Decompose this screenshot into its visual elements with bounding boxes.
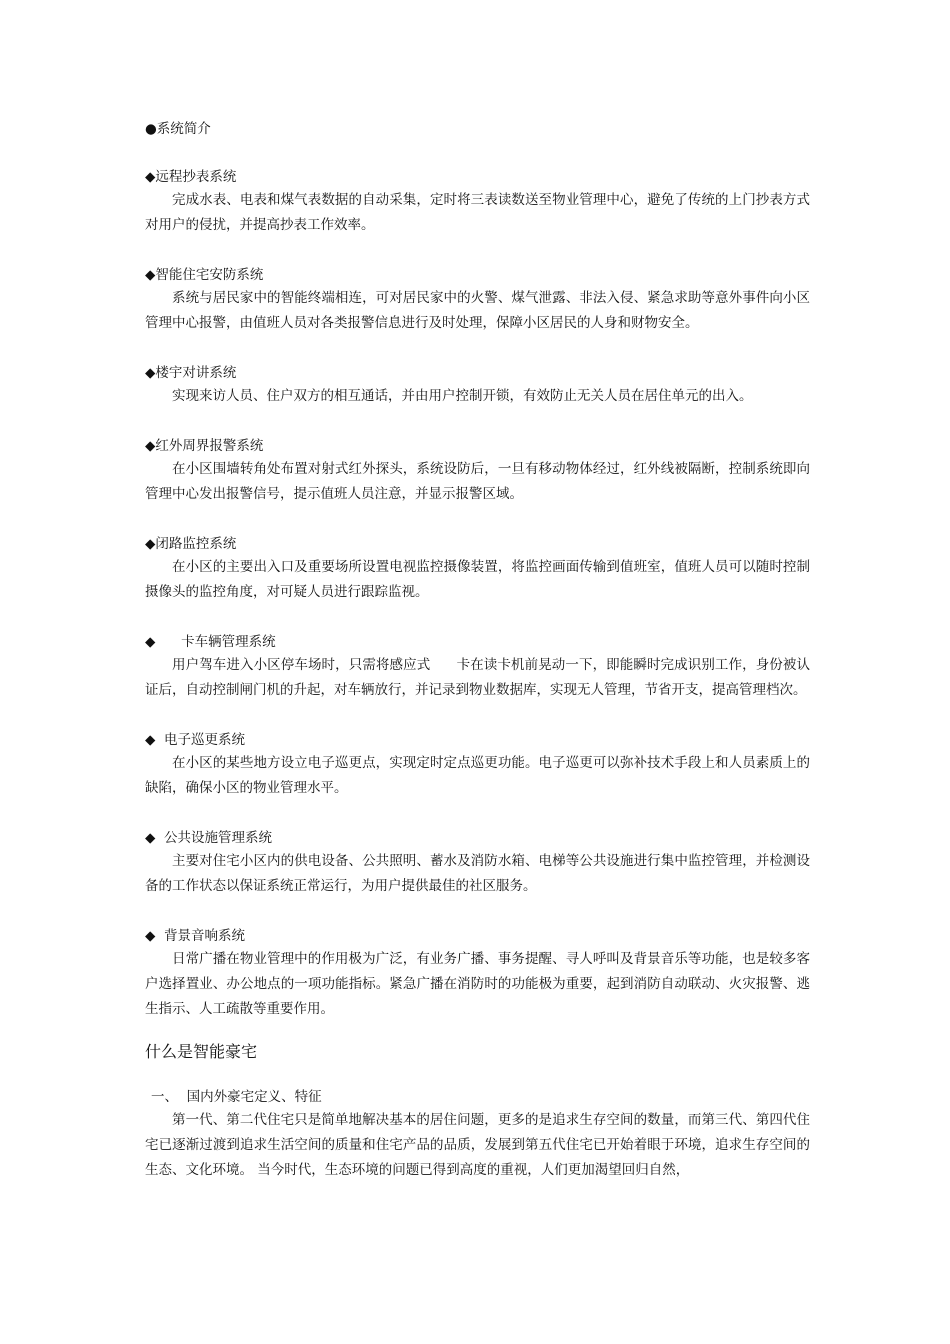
section-public-facilities xyxy=(145,827,810,899)
section-background-audio xyxy=(145,925,810,1022)
section-title: ◆红外周界报警系统 xyxy=(145,438,264,454)
section-title: ◆智能住宅安防系统 xyxy=(145,267,264,283)
section-body: 用户驾车进入小区停车场时，只需将感应式 卡在读卡机前晃动一下，即能瞬时完成识别工作，身份被认证后，自动控制闸门机的升起，对车辆放行，并记录到物业数据库，实现无人管理，节省开支，提高管理档次。 xyxy=(145,657,810,698)
system-intro-heading: ●系统简介 xyxy=(145,121,211,137)
section-title: ◆ 电子巡更系统 xyxy=(145,732,245,748)
section-cctv xyxy=(145,533,810,605)
section-title: ◆闭路监控系统 xyxy=(145,536,237,552)
section-title: ◆ 公共设施管理系统 xyxy=(145,830,272,846)
section-remote-meter-reading xyxy=(145,166,810,238)
section-title: ◆楼宇对讲系统 xyxy=(145,365,237,381)
document-page xyxy=(145,118,810,1209)
section-infrared-perimeter xyxy=(145,435,810,507)
section-body: 日常广播在物业管理中的作用极为广泛，有业务广播、事务提醒、寻人呼叫及背景音乐等功能，也是较多客户选择置业、办公地点的一项功能指标。紧急广播在消防时的功能极为重要，起到消防自动联动、火灾报警、逃生指示、人工疏散等重要作用。 xyxy=(145,951,810,1017)
section-home-security xyxy=(145,264,810,336)
section-body: 主要对住宅小区内的供电设备、公共照明、蓄水及消防水箱、电梯等公共设施进行集中监控管理，并检测设备的工作状态以保证系统正常运行，为用户提供最佳的社区服务。 xyxy=(145,853,810,894)
subsection-body: 第一代、第二代住宅只是简单地解决基本的居住问题，更多的是追求生存空间的数量，而第三代、第四代住宅已逐渐过渡到追求生活空间的质量和住宅产品的品质，发展到第五代住宅已开始着眼于环境，追求生存空间的生态、文化环境。 当今时代，生态环境的问题已得到高度的重视，人们更加渴望回归自然， xyxy=(145,1112,810,1178)
chapter-title: 什么是智能豪宅 xyxy=(145,1042,258,1061)
section-title: ◆ 卡车辆管理系统 xyxy=(145,634,276,650)
section-body: 在小区的主要出入口及重要场所设置电视监控摄像装置，将监控画面传输到值班室，值班人员可以随时控制摄像头的监控角度，对可疑人员进行跟踪监视。 xyxy=(145,559,810,600)
section-title: ◆ 背景音响系统 xyxy=(145,928,245,944)
section-body: 完成水表、电表和煤气表数据的自动采集，定时将三表读数送至物业管理中心，避免了传统的上门抄表方式对用户的侵扰，并提高抄表工作效率。 xyxy=(145,192,810,233)
section-intercom xyxy=(145,362,810,409)
section-body: 在小区的某些地方设立电子巡更点，实现定时定点巡更功能。电子巡更可以弥补技术手段上和人员素质上的缺陷，确保小区的物业管理水平。 xyxy=(145,755,810,796)
section-body: 在小区围墙转角处布置对射式红外探头，系统设防后，一旦有移动物体经过，红外线被隔断，控制系统即向管理中心发出报警信号，提示值班人员注意，并显示报警区域。 xyxy=(145,461,810,502)
section-vehicle-card xyxy=(145,631,810,703)
subsection-title: 一、 国内外豪宅定义、特征 xyxy=(151,1089,322,1105)
section-body: 系统与居民家中的智能终端相连，可对居民家中的火警、煤气泄露、非法入侵、紧急求助等意外事件向小区管理中心报警，由值班人员对各类报警信息进行及时处理，保障小区居民的人身和财物安全。 xyxy=(145,290,810,331)
section-patrol xyxy=(145,729,810,801)
section-body: 实现来访人员、住户双方的相互通话，并由用户控制开锁，有效防止无关人员在居住单元的出入。 xyxy=(172,388,753,404)
section-title: ◆远程抄表系统 xyxy=(145,169,237,185)
subsection-luxury-definition xyxy=(145,1086,810,1183)
